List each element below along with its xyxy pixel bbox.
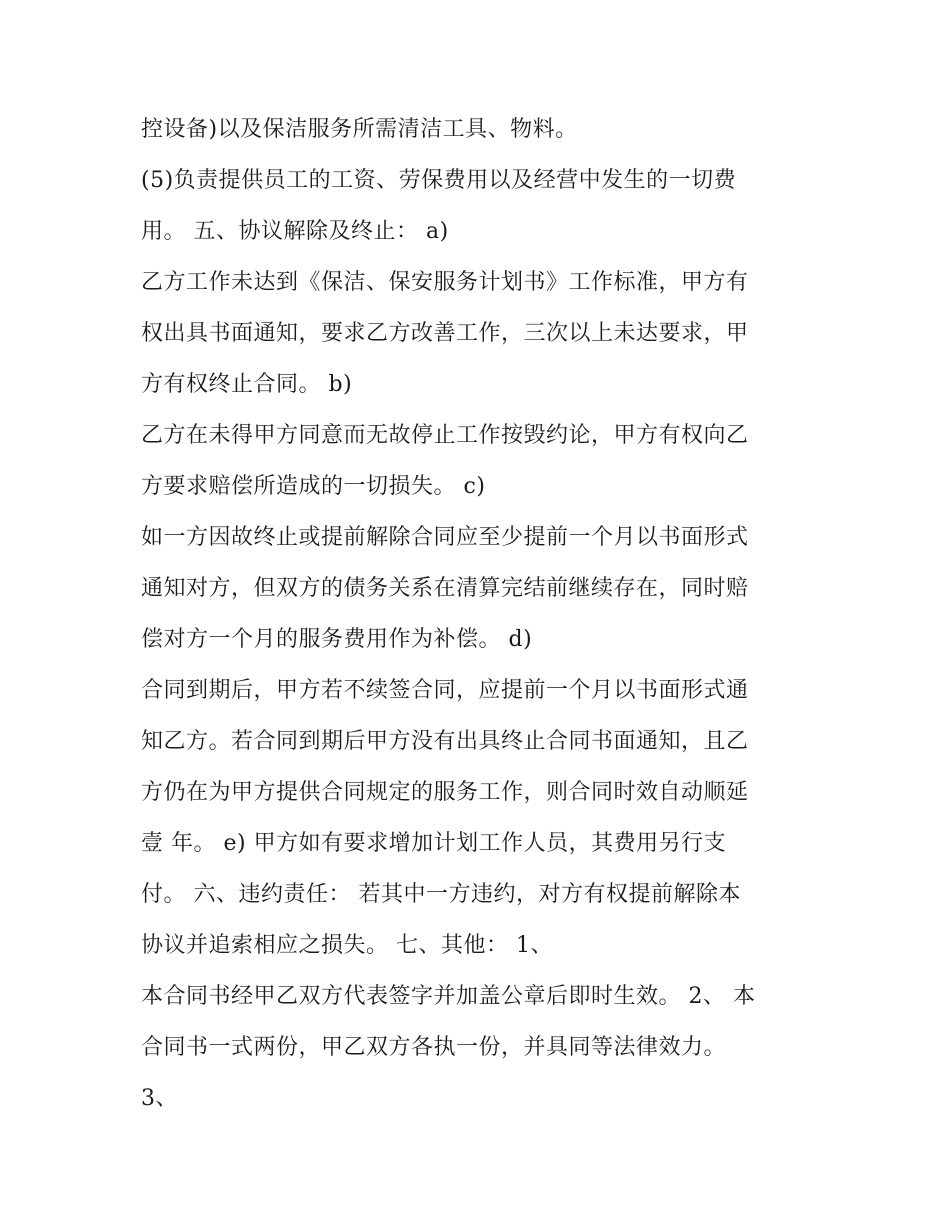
text-line-16: 付。 六、违约责任： 若其中一方违约，对方有权提前解除本 [141,882,741,907]
text-line-15: 壹 年。 e) 甲方如有要求增加计划工作人员，其费用另行支 [141,831,727,856]
text-line-20: 3、 [141,1086,178,1111]
text-line-9: 如一方因故终止或提前解除合同应至少提前一个月以书面形式 [141,525,749,550]
text-line-2: (5)负责提供员工的工资、劳保费用以及经营中发生的一切费 [141,168,737,193]
text-line-3: 用。 五、协议解除及终止： a) [141,219,449,244]
text-line-19: 合同书一式两份，甲乙双方各执一份，并具同等法律效力。 [141,1035,727,1060]
text-line-17: 协议并追索相应之损失。 七、其他： 1、 [141,933,553,958]
text-line-10: 通知对方，但双方的债务关系在清算完结前继续存在，同时赔 [141,576,749,601]
text-line-14: 方仍在为甲方提供合同规定的服务工作，则合同时效自动顺延 [141,780,749,805]
text-line-6: 方有权终止合同。 b) [141,372,353,397]
text-line-5: 权出具书面通知，要求乙方改善工作，三次以上未达要求，甲 [141,321,749,346]
text-line-18: 本合同书经甲乙双方代表签字并加盖公章后即时生效。 2、 本 [141,984,756,1009]
contract-body-text [141,107,831,1127]
text-line-12: 合同到期后，甲方若不续签合同，应提前一个月以书面形式通 [141,678,749,703]
text-line-4: 乙方工作未达到《保洁、保安服务计划书》工作标准，甲方有 [141,270,749,295]
text-line-1: 控设备)以及保洁服务所需清洁工具、物料。 [141,117,578,142]
text-line-13: 知乙方。若合同到期后甲方没有出具终止合同书面通知，且乙 [141,729,749,754]
text-line-7: 乙方在未得甲方同意而无故停止工作按毁约论，甲方有权向乙 [141,423,749,448]
text-line-8: 方要求赔偿所造成的一切损失。 c) [141,474,486,499]
text-line-11: 偿对方一个月的服务费用作为补偿。 d) [141,627,533,652]
